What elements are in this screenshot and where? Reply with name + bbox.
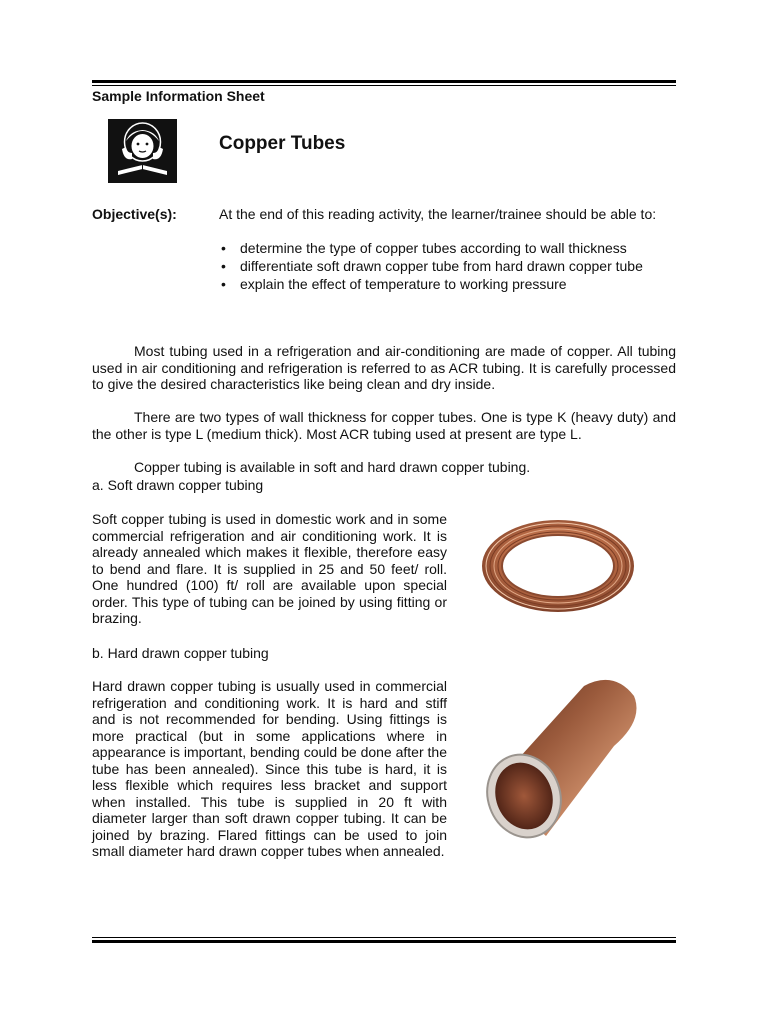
objectives-intro: At the end of this reading activity, the learner/trainee should be able to: bbox=[219, 206, 657, 222]
paragraph-acr-tubing: Most tubing used in a refrigeration and air-conditioning are made of copper. All tubing used in air conditioning and refrigeration is referred to as ACR tubing. It is carefully processed to give the desired characteristics like being clean and dry inside. bbox=[92, 343, 676, 392]
list-item: • differentiate soft drawn copper tube from hard drawn copper tube bbox=[219, 257, 643, 275]
section-heading-hard: b. Hard drawn copper tubing bbox=[92, 645, 269, 661]
page-title: Copper Tubes bbox=[219, 133, 346, 154]
copper-coil-image bbox=[478, 514, 638, 616]
section-heading-soft: a. Soft drawn copper tubing bbox=[92, 477, 264, 493]
list-item: • explain the effect of temperature to working pressure bbox=[219, 275, 643, 293]
sheet-label: Sample Information Sheet bbox=[92, 88, 265, 104]
bottom-rule-thin bbox=[92, 937, 676, 938]
copper-tube-image bbox=[484, 676, 640, 846]
bottom-rule bbox=[92, 940, 676, 943]
reader-icon bbox=[108, 119, 177, 183]
top-rule bbox=[92, 80, 676, 83]
top-rule-thin bbox=[92, 85, 676, 86]
objectives-label: Objective(s): bbox=[92, 206, 177, 222]
paragraph-hard-tubing: Hard drawn copper tubing is usually used in commercial refrigeration and conditioning work. It is hard and stiff and is not recommended for bending. Using fittings is more practical (but in some applications where in appearance is important, bending could be done after the tube has been annealed). Since this tube is hard, it is less flexible which requires less bracket and support when installed. This tube is supplied in 20 ft with diameter larger than soft drawn copper tubing. It can be joined by brazing. Flared fittings can be used to join small diameter hard drawn copper tubes when annealed. bbox=[92, 678, 447, 859]
paragraph-availability: Copper tubing is available in soft and hard drawn copper tubing. bbox=[134, 459, 531, 475]
objectives-list bbox=[219, 239, 643, 293]
paragraph-soft-tubing: Soft copper tubing is used in domestic work and in some commercial refrigeration and air conditioning work. It is already annealed which makes it flexible, therefore easy to bend and flare. It is supplied in 25 and 50 feet/ roll. One hundred (100) ft/ roll are available upon special order. This type of tubing can be joined by using fitting or brazing. bbox=[92, 511, 447, 626]
paragraph-wall-thickness: There are two types of wall thickness for copper tubes. One is type K (heavy duty) and the other is type L (medium thick). Most ACR tubing used at present are type L. bbox=[92, 409, 676, 442]
list-item: • determine the type of copper tubes according to wall thickness bbox=[219, 239, 643, 257]
